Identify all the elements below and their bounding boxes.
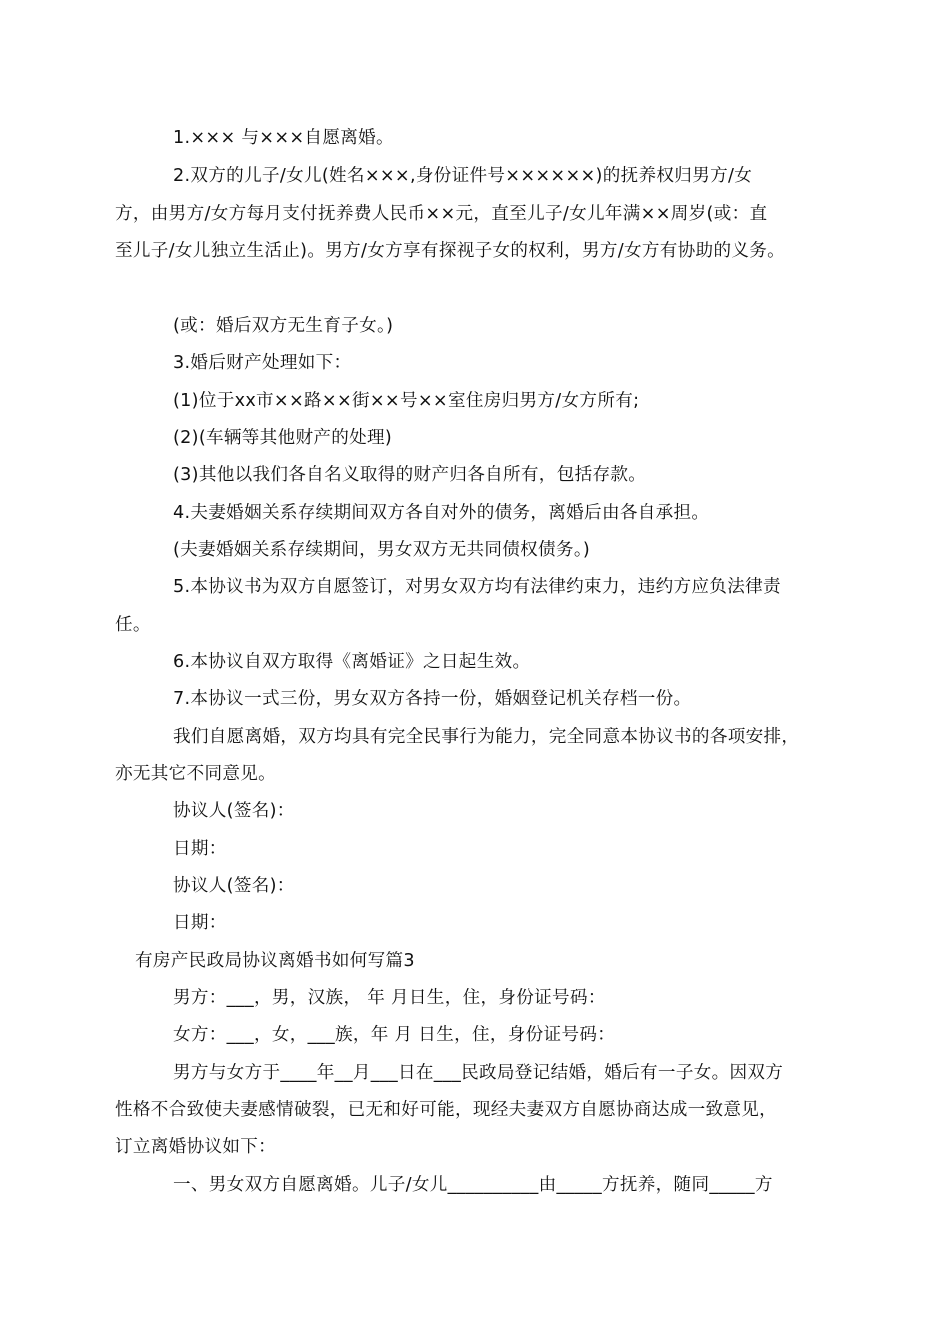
section-heading: 有房产民政局协议离婚书如何写篇3	[135, 951, 415, 971]
declaration-line-1: 我们自愿离婚，双方均具有完全民事行为能力，完全同意本协议书的各项安排，	[173, 727, 800, 747]
clause-3-item-3: (3)其他以我们各自名义取得的财产归各自所有，包括存款。	[173, 465, 647, 485]
preamble-line-2: 性格不合致使夫妻感情破裂，已无和好可能，现经夫妻双方自愿协商达成一致意见，	[115, 1100, 778, 1120]
clause-5-line-2: 任。	[115, 615, 151, 635]
signatory-2: 协议人(签名)：	[173, 876, 295, 896]
declaration-line-2: 亦无其它不同意见。	[115, 764, 277, 784]
preamble-line-1: 男方与女方于____年__月___日在___民政局登记结婚，婚后有一子女。因双方	[173, 1063, 784, 1083]
clause-2-line-2: 方，由男方/女方每月支付抚养费人民币××元，直至儿子/女儿年满××周岁(或：直	[115, 204, 768, 224]
clause-5-line-1: 5.本协议书为双方自愿签订，对男女双方均有法律约束力，违约方应负法律责	[173, 577, 781, 597]
clause-3-item-2: (2)(车辆等其他财产的处理)	[173, 428, 393, 448]
party-male: 男方：___，男，汉族， 年 月日生，住，身份证号码：	[173, 988, 606, 1008]
clause-3-item-1: (1)位于xx市××路××街××号××室住房归男方/女方所有;	[173, 391, 640, 411]
party-female: 女方：___，女，___族，年 月 日生，住，身份证号码：	[173, 1025, 616, 1045]
clause-4-alt: (夫妻婚姻关系存续期间，男女双方无共同债权债务。)	[173, 540, 591, 560]
clause-3-heading: 3.婚后财产处理如下：	[173, 353, 352, 373]
article-1: 一、男女双方自愿离婚。儿子/女儿__________由_____方抚养，随同_____方	[173, 1175, 773, 1195]
clause-4: 4.夫妻婚姻关系存续期间双方各自对外的债务，离婚后由各自承担。	[173, 503, 710, 523]
clause-2-line-1: 2.双方的儿子/女儿(姓名×××,身份证件号××××××)的抚养权归男方/女	[173, 166, 753, 186]
clause-6: 6.本协议自双方取得《离婚证》之日起生效。	[173, 652, 531, 672]
signatory-1: 协议人(签名)：	[173, 801, 295, 821]
clause-2-alt: (或：婚后双方无生育子女。)	[173, 316, 394, 336]
preamble-line-3: 订立离婚协议如下：	[115, 1137, 277, 1157]
clause-1: 1.××× 与×××自愿离婚。	[173, 128, 394, 148]
clause-7: 7.本协议一式三份，男女双方各持一份，婚姻登记机关存档一份。	[173, 689, 692, 709]
date-1: 日期：	[173, 839, 227, 859]
clause-2-line-3: 至儿子/女儿独立生活止)。男方/女方享有探视子女的权利，男方/女方有协助的义务。	[115, 241, 786, 261]
date-2: 日期：	[173, 913, 227, 933]
